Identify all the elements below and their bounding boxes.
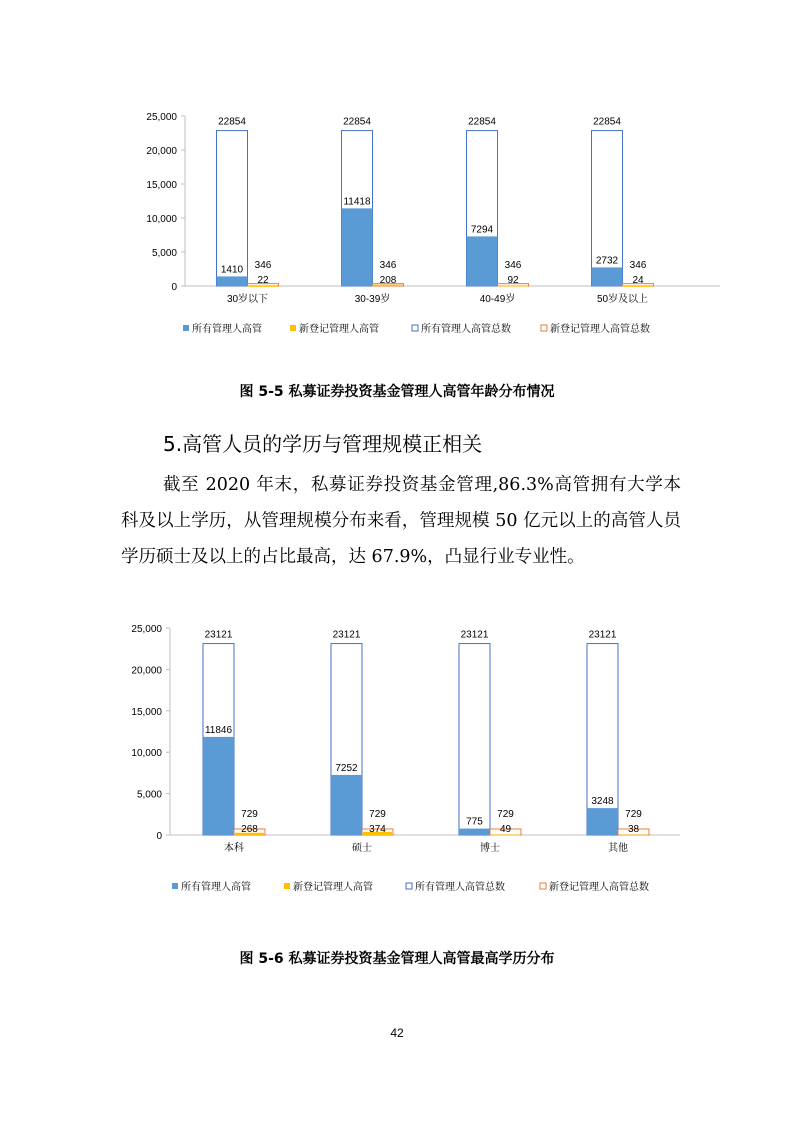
body-paragraph: 截至 2020 年末，私募证券投资基金管理,86.3%高管拥有大学本科及以上学历，从管理规模分布来看，管理规模 50 亿元以上的高管人员学历硕士及以上的占比最高，达 67.9%，凸显行业专业性。 — [121, 475, 681, 567]
data-label-new: 24 — [632, 275, 644, 286]
data-label-new: 38 — [627, 824, 640, 835]
x-tick-label: 其他 — [608, 843, 628, 854]
legend-swatch — [290, 325, 296, 331]
legend-label: 所有管理人高管 — [192, 324, 262, 335]
figure-caption-5-5: 图 5-5 私募证券投资基金管理人高管年龄分布情况 — [239, 384, 555, 400]
y-tick-label: 25,000 — [146, 112, 177, 123]
bar-all-total — [459, 644, 490, 835]
data-label-all: 11846 — [204, 724, 233, 736]
data-label-new: 22 — [257, 275, 269, 286]
y-tick-label: 10,000 — [146, 214, 177, 225]
data-label-new: 49 — [499, 824, 512, 835]
bar-all — [203, 737, 234, 835]
legend-label: 新登记管理人高管总数 — [550, 324, 650, 335]
legend-swatch — [412, 325, 418, 331]
x-tick-label: 50岁及以上 — [596, 294, 649, 305]
data-label-all-total: 23121 — [204, 629, 233, 641]
data-label-new-total: 346 — [379, 260, 397, 271]
legend-label: 所有管理人高管 — [181, 882, 251, 893]
data-label-all: 2732 — [595, 255, 619, 267]
data-label-new: 268 — [241, 824, 258, 835]
x-tick-label: 40-49岁 — [479, 294, 516, 305]
y-tick-label: 0 — [171, 282, 177, 293]
x-tick-label: 硕士 — [352, 843, 372, 854]
data-label-all: 775 — [466, 816, 483, 828]
data-label-all: 3248 — [591, 796, 614, 808]
legend-label: 所有管理人高管总数 — [421, 324, 511, 335]
legend-label: 新登记管理人高管总数 — [549, 882, 649, 893]
legend-swatch — [540, 883, 546, 889]
data-label-new: 208 — [379, 275, 397, 286]
data-label-all-total: 23121 — [332, 629, 361, 641]
bar-all-total — [217, 131, 248, 286]
age-distribution-chart — [0, 100, 794, 350]
legend-swatch — [406, 883, 412, 889]
data-label-all-total: 22854 — [218, 116, 246, 128]
bar-all — [592, 267, 623, 286]
x-tick-label: 博士 — [480, 843, 500, 854]
y-tick-label: 15,000 — [131, 706, 162, 718]
legend-label: 新登记管理人高管 — [299, 324, 379, 335]
bar-all — [467, 236, 498, 286]
legend-swatch — [284, 883, 290, 889]
data-label-new: 92 — [507, 275, 519, 286]
education-distribution-chart — [0, 615, 794, 905]
bar-all — [459, 829, 490, 835]
y-tick-label: 5,000 — [136, 789, 162, 801]
data-label-new-total: 729 — [625, 809, 642, 820]
data-label-new-total: 346 — [504, 260, 522, 271]
y-tick-label: 20,000 — [146, 146, 177, 157]
data-label-all-total: 22854 — [593, 116, 621, 128]
x-tick-label: 30-39岁 — [354, 294, 391, 305]
bar-new — [249, 286, 278, 287]
y-tick-label: 15,000 — [146, 180, 177, 191]
bar-all — [331, 775, 362, 835]
y-tick-label: 25,000 — [131, 624, 162, 635]
data-label-all-total: 22854 — [343, 116, 371, 128]
figure-caption-5-6: 图 5-6 私募证券投资基金管理人高管最高学历分布 — [239, 951, 555, 967]
data-label-new-total: 346 — [254, 260, 272, 271]
section-heading: 5.高管人员的学历与管理规模正相关 — [163, 432, 483, 456]
data-label-all: 7252 — [335, 762, 358, 774]
y-tick-label: 10,000 — [131, 748, 162, 760]
x-tick-label: 30岁以下 — [226, 294, 269, 305]
data-label-new-total: 729 — [497, 809, 514, 820]
data-label-new-total: 346 — [629, 260, 647, 271]
data-label-all-total: 23121 — [588, 629, 617, 641]
y-tick-label: 5,000 — [151, 248, 177, 259]
y-tick-label: 20,000 — [131, 665, 162, 677]
data-label-new-total: 729 — [369, 809, 386, 820]
data-label-all: 11418 — [343, 196, 371, 208]
data-label-new: 374 — [369, 824, 386, 835]
data-label-all-total: 23121 — [460, 629, 489, 641]
bar-all — [217, 276, 248, 286]
y-tick-label: 0 — [156, 831, 162, 842]
legend-swatch — [183, 325, 189, 331]
page-number: 42 — [390, 1026, 404, 1040]
legend-label: 新登记管理人高管 — [293, 882, 373, 893]
legend-swatch — [172, 883, 178, 889]
data-label-all: 7294 — [470, 224, 494, 236]
bar-all — [587, 808, 618, 835]
x-tick-label: 本科 — [224, 843, 244, 854]
data-label-all: 1410 — [220, 264, 244, 276]
bar-all — [342, 208, 373, 286]
data-label-all-total: 22854 — [468, 116, 496, 128]
legend-swatch — [541, 325, 547, 331]
legend-label: 所有管理人高管总数 — [415, 882, 505, 893]
data-label-new-total: 729 — [241, 809, 258, 820]
